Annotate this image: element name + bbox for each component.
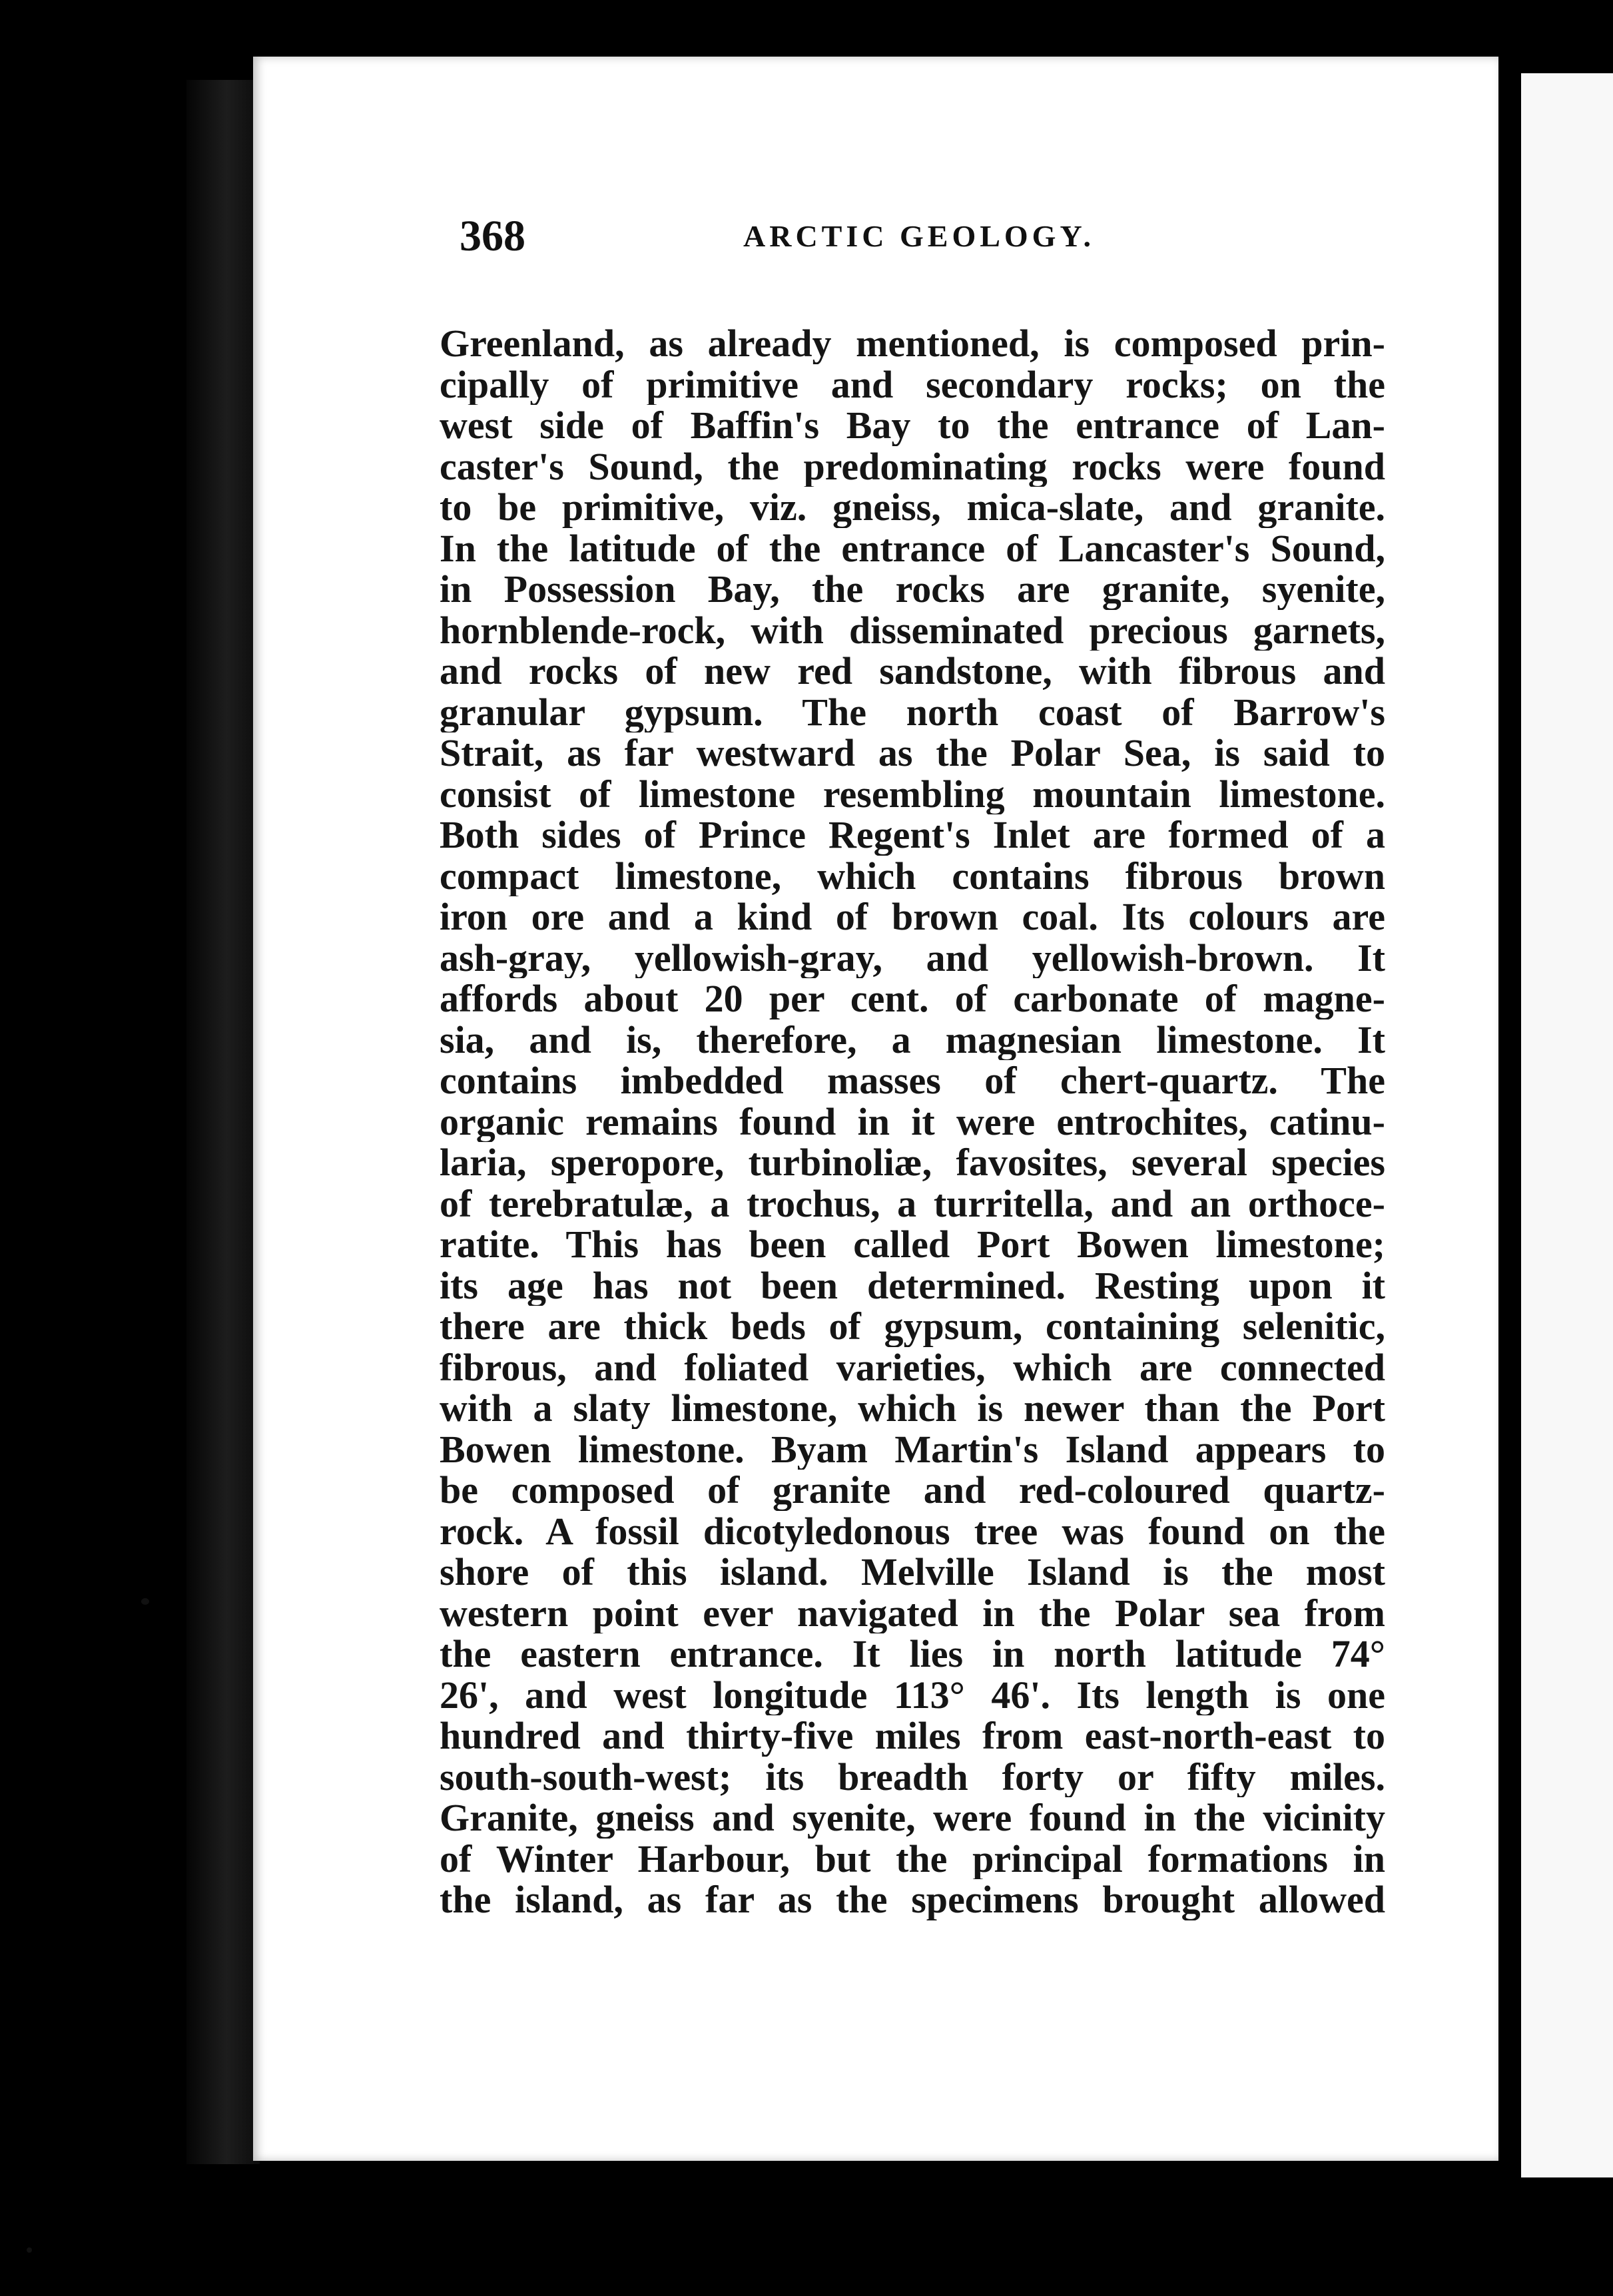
text-line: rock. A fossil dicotyledonous tree was found on the xyxy=(440,1510,1385,1552)
book-page xyxy=(253,57,1498,2161)
text-line: its age has not been determined. Resting upon it xyxy=(440,1265,1385,1306)
text-line: west side of Baffin's Bay to the entrance of Lan- xyxy=(440,405,1385,446)
text-line: laria, speropore, turbinoliæ, favosites, several species xyxy=(440,1142,1385,1183)
text-line: be composed of granite and red-coloured quartz- xyxy=(440,1470,1385,1511)
text-line: affords about 20 per cent. of carbonate of magne- xyxy=(440,978,1385,1019)
scan-speck xyxy=(27,2247,32,2253)
text-line: in Possession Bay, the rocks are granite, syenite, xyxy=(440,569,1385,610)
text-line: Bowen limestone. Byam Martin's Island appears to xyxy=(440,1428,1385,1470)
facing-page-edge xyxy=(1517,73,1613,2177)
text-line: hundred and thirty-five miles from east-north-east to xyxy=(440,1715,1385,1757)
text-line: shore of this island. Melville Island is the most xyxy=(440,1552,1385,1593)
text-line: compact limestone, which contains fibrous brown xyxy=(440,855,1385,896)
text-line: sia, and is, therefore, a magnesian limestone. It xyxy=(440,1019,1385,1060)
text-line: hornblende-rock, with disseminated precious garnets, xyxy=(440,609,1385,651)
text-line: to be primitive, viz. gneiss, mica-slate, and granite. xyxy=(440,487,1385,528)
book-spine-shadow xyxy=(186,80,260,2164)
running-head xyxy=(460,200,1379,273)
text-line: granular gypsum. The north coast of Barrow's xyxy=(440,691,1385,732)
text-line: south-south-west; its breadth forty or fifty miles. xyxy=(440,1756,1385,1797)
running-title: ARCTIC GEOLOGY. xyxy=(743,219,1095,253)
text-line: of terebratulæ, a trochus, a turritella, and an orthoce- xyxy=(440,1183,1385,1224)
text-line: the island, as far as the specimens brought allowed xyxy=(440,1879,1385,1920)
text-line: of Winter Harbour, but the principal formations in xyxy=(440,1838,1385,1879)
text-line: iron ore and a kind of brown coal. Its colours are xyxy=(440,896,1385,938)
text-line: ash-gray, yellowish-gray, and yellowish-brown. It xyxy=(440,937,1385,978)
body-text xyxy=(440,323,1385,1974)
text-line: cipally of primitive and secondary rocks; on the xyxy=(440,364,1385,405)
text-line: ratite. This has been called Port Bowen limestone; xyxy=(440,1224,1385,1265)
text-line: there are thick beds of gypsum, containing selenitic, xyxy=(440,1306,1385,1347)
text-line: Strait, as far westward as the Polar Sea, is said to xyxy=(440,732,1385,774)
text-line: caster's Sound, the predominating rocks were found xyxy=(440,445,1385,487)
text-line: Granite, gneiss and syenite, were found in the vicinity xyxy=(440,1797,1385,1839)
text-line: and rocks of new red sandstone, with fibrous and xyxy=(440,651,1385,692)
text-line: with a slaty limestone, which is newer than the Port xyxy=(440,1388,1385,1429)
text-line: western point ever navigated in the Polar sea from xyxy=(440,1592,1385,1633)
text-line: Greenland, as already mentioned, is composed prin- xyxy=(440,323,1385,364)
scan-speck xyxy=(141,1598,149,1605)
text-line: organic remains found in it were entrochites, catinu- xyxy=(440,1101,1385,1142)
page-number: 368 xyxy=(460,212,525,260)
text-line: In the latitude of the entrance of Lancaster's Sound, xyxy=(440,527,1385,569)
text-line: 26', and west longitude 113° 46'. Its length is one xyxy=(440,1674,1385,1715)
text-line: Both sides of Prince Regent's Inlet are formed of a xyxy=(440,814,1385,856)
text-line: fibrous, and foliated varieties, which are connected xyxy=(440,1346,1385,1388)
text-line: the eastern entrance. It lies in north latitude 74° xyxy=(440,1633,1385,1675)
text-line: consist of limestone resembling mountain limestone. xyxy=(440,773,1385,814)
text-line: contains imbedded masses of chert-quartz. The xyxy=(440,1060,1385,1101)
